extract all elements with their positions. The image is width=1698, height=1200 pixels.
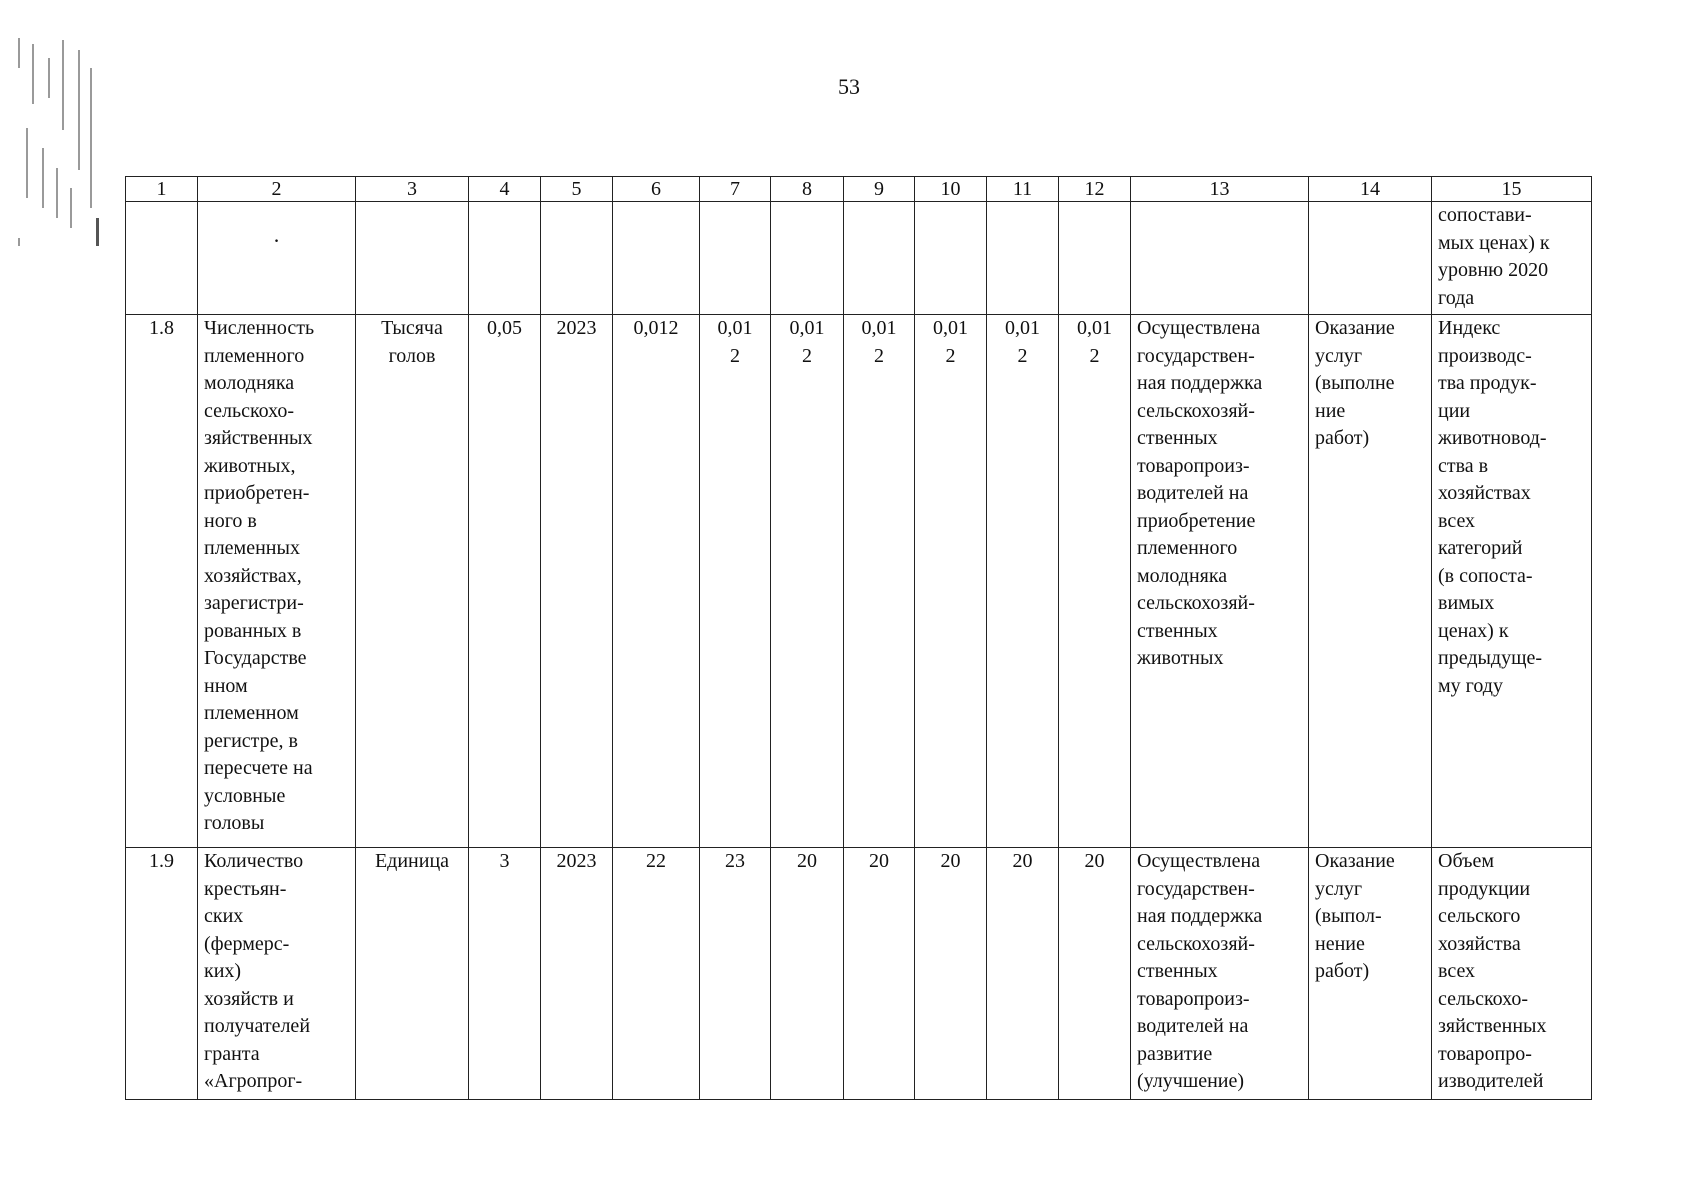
indicator-cell: Объем продукции сельского хозяйства всех сельскохо- зяйственных товаропро- изводителей xyxy=(1432,848,1592,1100)
value-cell: 0,01 2 xyxy=(844,315,915,848)
column-header: 1 xyxy=(126,177,198,202)
value-cell: 20 xyxy=(844,848,915,1100)
value-cell: 0,01 2 xyxy=(1059,315,1131,848)
indicator-name-cell: Количество крестьян- ских (фермерс- ких) хозяйств и получателей гранта «Агропрог- xyxy=(198,848,356,1100)
type-cell: Оказание услуг (выполне ние работ) xyxy=(1309,315,1432,848)
year-cell: 2023 xyxy=(541,848,613,1100)
column-header: 8 xyxy=(771,177,844,202)
value-cell: 0,012 xyxy=(613,315,700,848)
table-cell xyxy=(700,202,771,315)
value-cell: 3 xyxy=(469,848,541,1100)
row-number-cell: 1.9 xyxy=(126,848,198,1100)
column-header: 9 xyxy=(844,177,915,202)
table-cell xyxy=(469,202,541,315)
result-cell: Осуществлена государствен- ная поддержка сельскохозяй- ственных товаропроиз- водителей на приобретение племенного молодняка сельскохозяй- ственных животных xyxy=(1131,315,1309,848)
table-cell xyxy=(541,202,613,315)
column-number-header-row xyxy=(126,177,1592,202)
column-header: 12 xyxy=(1059,177,1131,202)
unit-cell: Единица xyxy=(356,848,469,1100)
table-cell xyxy=(915,202,987,315)
column-header: 14 xyxy=(1309,177,1432,202)
type-cell: Оказание услуг (выпол- нение работ) xyxy=(1309,848,1432,1100)
column-header: 11 xyxy=(987,177,1059,202)
table-cell xyxy=(198,202,356,315)
table-cell xyxy=(126,202,198,315)
column-header: 3 xyxy=(356,177,469,202)
stray-mark: · xyxy=(272,228,281,253)
table-row-continuation xyxy=(126,202,1592,315)
value-cell: 23 xyxy=(700,848,771,1100)
value-cell: 20 xyxy=(915,848,987,1100)
table-cell xyxy=(1309,202,1432,315)
value-cell: 0,01 2 xyxy=(700,315,771,848)
table-row xyxy=(126,315,1592,848)
value-cell: 22 xyxy=(613,848,700,1100)
table-cell xyxy=(613,202,700,315)
column-header: 15 xyxy=(1432,177,1592,202)
program-indicators-table xyxy=(125,176,1592,1100)
table-cell xyxy=(771,202,844,315)
table-cell xyxy=(1131,202,1309,315)
page-number: 53 xyxy=(838,74,860,99)
table-cell xyxy=(356,202,469,315)
table-cell xyxy=(844,202,915,315)
scan-margin-artifacts xyxy=(18,38,100,248)
column-header: 4 xyxy=(469,177,541,202)
column-header: 13 xyxy=(1131,177,1309,202)
unit-cell: Тысяча голов xyxy=(356,315,469,848)
value-cell: 0,05 xyxy=(469,315,541,848)
indicator-cell: сопостави- мых ценах) к уровню 2020 года xyxy=(1432,202,1592,315)
column-header: 2 xyxy=(198,177,356,202)
table-cell xyxy=(1059,202,1131,315)
year-cell: 2023 xyxy=(541,315,613,848)
column-header: 6 xyxy=(613,177,700,202)
value-cell: 0,01 2 xyxy=(771,315,844,848)
table-cell xyxy=(987,202,1059,315)
table-row xyxy=(126,848,1592,1100)
column-header: 5 xyxy=(541,177,613,202)
value-cell: 20 xyxy=(1059,848,1131,1100)
column-header: 7 xyxy=(700,177,771,202)
result-cell: Осуществлена государствен- ная поддержка сельскохозяй- ственных товаропроиз- водителей на развитие (улучшение) xyxy=(1131,848,1309,1100)
value-cell: 0,01 2 xyxy=(915,315,987,848)
value-cell: 0,01 2 xyxy=(987,315,1059,848)
indicator-cell: Индекс производс- тва продук- ции животновод- ства в хозяйствах всех категорий (в сопоста- вимых ценах) к предыдуще- му году xyxy=(1432,315,1592,848)
column-header: 10 xyxy=(915,177,987,202)
row-number-cell: 1.8 xyxy=(126,315,198,848)
value-cell: 20 xyxy=(771,848,844,1100)
indicator-name-cell: Численность племенного молодняка сельскохо- зяйственных животных, приобретен- ного в племенных хозяйствах, зарегистри- рованных в Государстве нном племенном регистре, в пересчете на условные головы xyxy=(198,315,356,848)
value-cell: 20 xyxy=(987,848,1059,1100)
